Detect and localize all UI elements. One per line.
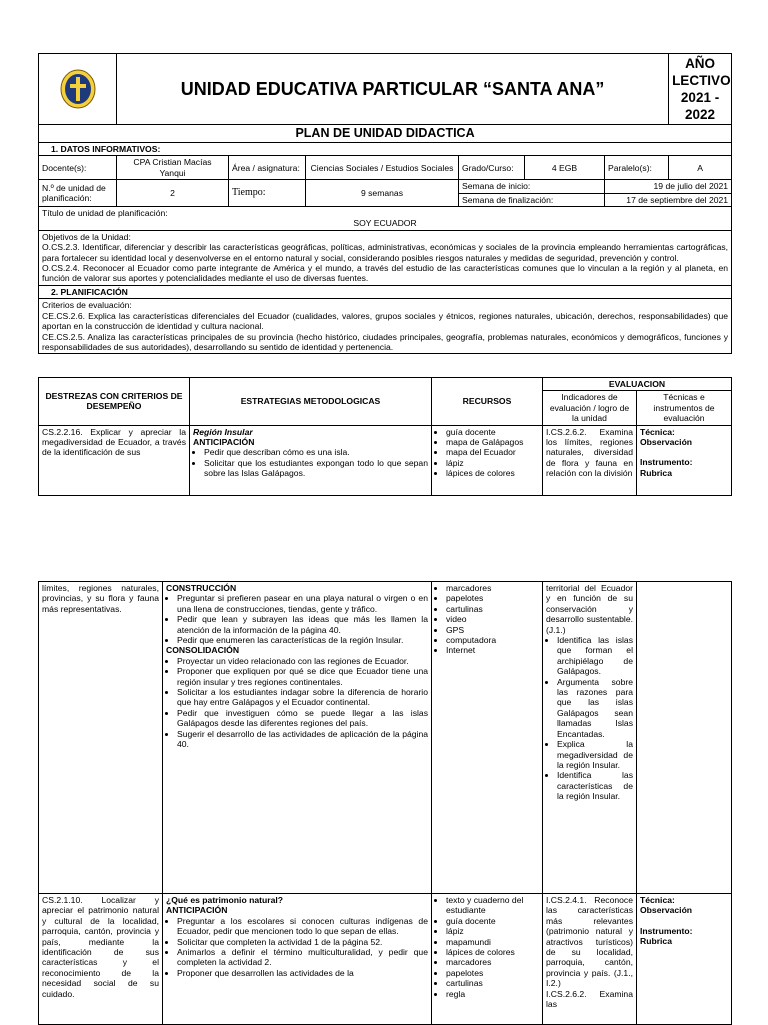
row2-indicador bbox=[543, 582, 637, 894]
strategy-item: • Sugerir el desarrollo de las actividades de aplicación de la página 40. bbox=[177, 729, 428, 750]
planning-table-page1 bbox=[38, 377, 732, 496]
grado-value: 4 EGB bbox=[525, 156, 605, 180]
row3-instrumento: Rubrica bbox=[640, 936, 672, 947]
strategy-item: • Animarlos a definir el término multiculturalidad, y pedir que completen la actividad 2. bbox=[177, 947, 428, 968]
resource-item: • papelotes bbox=[446, 593, 539, 603]
row2-phase2: CONSOLIDACIÓN bbox=[166, 645, 240, 656]
resource-item: • papelotes bbox=[446, 968, 539, 978]
row1-phase: ANTICIPACIÓN bbox=[193, 437, 255, 448]
row1-items-list bbox=[193, 447, 428, 478]
strategy-item: • Proponer que desarrollen las actividades de la bbox=[177, 968, 428, 978]
row1-recursos bbox=[432, 425, 543, 495]
row1-indicador: I.CS.2.6.2. Examina los límites, regiones naturales, diversidad de flora y fauna en relación con la división bbox=[543, 425, 637, 495]
row1-instrumento-label: Instrumento: bbox=[640, 457, 693, 468]
inicio-value: 19 de julio del 2021 bbox=[605, 180, 732, 193]
row3-indicador-text: I.CS.2.4.1. Reconoce las características más relevantes (patrimonio natural y atractivos turísticos) de su localidad, parroquia, cantón, provincia y país. (J.1., I.2.) bbox=[546, 895, 633, 989]
titulo-label: Título de unidad de planificación: bbox=[42, 208, 168, 219]
row1-instrumento: Rubrica bbox=[640, 467, 672, 478]
resource-item: • mapa del Ecuador bbox=[446, 447, 539, 457]
resource-item: • mapamundi bbox=[446, 937, 539, 947]
strategy-item: • Pedir que enumeren las características de la región Insular. bbox=[177, 635, 428, 645]
year-value: 2021 - 2022 bbox=[680, 90, 720, 122]
col-estrategias: ESTRATEGIAS METODOLOGICAS bbox=[190, 378, 432, 426]
titulo-cell bbox=[39, 207, 732, 231]
resource-item: • cartulinas bbox=[446, 978, 539, 988]
criterio-1: CE.CS.2.6. Explica las características diferenciales del Ecuador (cualidades, valores, grupos sociales y étnicos, regiones naturales, ubicación, derechos, responsabilidades) que aportan en la construcción de identidad y cultura nacional. bbox=[42, 310, 729, 332]
resource-item: • lápiz bbox=[446, 458, 539, 468]
row3-phase: ANTICIPACIÓN bbox=[166, 905, 228, 916]
resource-item: • guía docente bbox=[446, 916, 539, 926]
inicio-label: Semana de inicio: bbox=[459, 180, 605, 193]
strategy-item: • Solicitar a los estudiantes indagar sobre la diferencia de horario que hay entre Galápagos y el Ecuador continental. bbox=[177, 687, 428, 708]
strategy-item: • Solicitar que completen la actividad 1 de la página 52. bbox=[177, 937, 428, 947]
indicator-item: • Identifica las características de la región Insular. bbox=[557, 770, 633, 801]
row3-estrategias bbox=[163, 894, 432, 1025]
section-1-heading: 1. DATOS INFORMATIVOS: bbox=[39, 143, 732, 156]
resource-item: • marcadores bbox=[446, 583, 539, 593]
row2-indicador-list bbox=[546, 635, 633, 802]
row2-recursos-list bbox=[435, 583, 539, 656]
resource-item: • GPS bbox=[446, 625, 539, 635]
row3-instrumento-label: Instrumento: bbox=[640, 925, 693, 936]
row1-heading: Región Insular bbox=[193, 426, 253, 437]
row2-items1-list bbox=[166, 593, 428, 645]
strategy-item: • Preguntar si prefieren pasear en una playa natural o virgen o en una llena de construcciones, tiendas, gente y tráfico. bbox=[177, 593, 428, 614]
paralelo-value: A bbox=[669, 156, 732, 180]
col-recursos: RECURSOS bbox=[432, 378, 543, 426]
objetivos-label: Objetivos de la Unidad: bbox=[42, 231, 131, 242]
resource-item: • Internet bbox=[446, 645, 539, 655]
strategy-item: • Pedir que describan cómo es una isla. bbox=[204, 447, 428, 457]
resource-item: • cartulinas bbox=[446, 604, 539, 614]
school-crest-icon bbox=[59, 68, 97, 110]
resource-item: • texto y cuaderno del estudiante bbox=[446, 895, 539, 916]
row1-tecnica-label: Técnica: bbox=[640, 426, 675, 437]
criterios-label: Criterios de evaluación: bbox=[42, 300, 132, 311]
criterios-cell bbox=[39, 299, 732, 354]
resource-item: • lápices de colores bbox=[446, 468, 539, 478]
area-label: Área / asignatura: bbox=[229, 156, 306, 180]
objetivo-2: O.CS.2.4. Reconocer al Ecuador como parte integrante de América y el mundo, a través del estudio de las características comunes que lo vinculan a la región y al planeta, en función de valorar sus aportes y potencialidades mediante el uso de diversas fuentes. bbox=[42, 263, 729, 284]
unidad-label: N.º de unidad de planificación: bbox=[39, 180, 117, 207]
school-year bbox=[669, 54, 732, 125]
strategy-item: • Solicitar que los estudiantes expongan todo lo que sepan sobre las Islas Galápagos. bbox=[204, 458, 428, 479]
row1-destreza: CS.2.2.16. Explicar y apreciar la megadiversidad de Ecuador, a través de la identificación de sus bbox=[39, 425, 190, 495]
plan-table-page1 bbox=[38, 53, 732, 354]
docente-value: CPA Cristian Macías Yanqui bbox=[117, 156, 229, 180]
row3-heading: ¿Qué es patrimonio natural? bbox=[166, 895, 283, 905]
resource-item: • lápiz bbox=[446, 926, 539, 936]
indicator-item: • Argumenta sobre las razones para que las islas Galápagos sean llamadas Islas Encantadas. bbox=[557, 677, 633, 739]
row3-tecnica: Observación bbox=[640, 905, 693, 916]
unidad-value: 2 bbox=[117, 180, 229, 207]
col-evaluacion: EVALUACION bbox=[543, 378, 732, 391]
criterio-2: CE.CS.2.5. Analiza las características principales de su provincia (hecho histórico, ciudades principales, geografía, problemas naturales, económicos y demográficos, funciones y responsabilidades de sus autoridades), desarrollando su sentido de identidad y pertenencia. bbox=[42, 331, 729, 352]
strategy-item: • Pedir que lean y subrayen las ideas que más les llamen la atención de la información de la página 40. bbox=[177, 614, 428, 635]
row2-items2-list bbox=[166, 656, 428, 750]
plan-title: PLAN DE UNIDAD DIDACTICA bbox=[39, 125, 732, 143]
resource-item: • regla bbox=[446, 989, 539, 999]
row2-recursos bbox=[432, 582, 543, 894]
planning-table-page2 bbox=[38, 581, 732, 1025]
row2-tecnicas bbox=[637, 582, 732, 894]
row2-indicador-cont: territorial del Ecuador y en función de su conservación y desarrollo sustentable. (J.1.) bbox=[546, 583, 633, 635]
fin-value: 17 de septiembre del 2021 bbox=[605, 193, 732, 206]
row1-tecnica: Observación bbox=[640, 437, 693, 448]
row3-recursos bbox=[432, 894, 543, 1025]
row3-tecnicas bbox=[637, 894, 732, 1025]
row2-phase1: CONSTRUCCIÓN bbox=[166, 583, 237, 593]
indicator-item: • Explica la megadiversidad de la región Insular. bbox=[557, 739, 633, 770]
row3-indicador bbox=[543, 894, 637, 1025]
docente-label: Docente(s): bbox=[39, 156, 117, 180]
titulo-value: SOY ECUADOR bbox=[353, 218, 417, 229]
year-label: AÑO LECTIVO bbox=[672, 56, 731, 88]
resource-item: • mapa de Galápagos bbox=[446, 437, 539, 447]
resource-item: • video bbox=[446, 614, 539, 624]
row1-tecnicas bbox=[637, 425, 732, 495]
section-2-heading: 2. PLANIFICACIÓN bbox=[39, 285, 732, 298]
resource-item: • lápices de colores bbox=[446, 947, 539, 957]
indicator-item: • Identifica las islas que forman el archipiélago de Galápagos. bbox=[557, 635, 633, 677]
area-value: Ciencias Sociales / Estudios Sociales bbox=[306, 156, 459, 180]
resource-item: • marcadores bbox=[446, 957, 539, 967]
logo-cell bbox=[39, 54, 117, 125]
row2-estrategias bbox=[163, 582, 432, 894]
strategy-item: • Preguntar a los escolares si conocen culturas indígenas de Ecuador, pedir que mencionen todo lo que sepan de ellas. bbox=[177, 916, 428, 937]
paralelo-label: Paralelo(s): bbox=[605, 156, 669, 180]
strategy-item: • Proponer que expliquen por qué se dice que Ecuador tiene una región insular y tres regiones continentales. bbox=[177, 666, 428, 687]
strategy-item: • Proyectar un video relacionado con las regiones de Ecuador. bbox=[177, 656, 428, 666]
row3-indicador-2: I.CS.2.6.2. Examina las bbox=[546, 988, 633, 1010]
tiempo-label: Tiempo: bbox=[229, 180, 306, 207]
resource-item: • computadora bbox=[446, 635, 539, 645]
tiempo-value: 9 semanas bbox=[306, 180, 459, 207]
objetivos-cell bbox=[39, 230, 732, 285]
row1-recursos-list bbox=[435, 427, 539, 479]
school-name: UNIDAD EDUCATIVA PARTICULAR “SANTA ANA” bbox=[117, 54, 669, 125]
resource-item: • guía docente bbox=[446, 427, 539, 437]
row3-recursos-list bbox=[435, 895, 539, 999]
row1-estrategias bbox=[190, 425, 432, 495]
col-tecnicas: Técnicas e instrumentos de evaluación bbox=[637, 391, 732, 425]
row3-items-list bbox=[166, 916, 428, 978]
row2-destreza: límites, regiones naturales, provincias, y su flora y fauna más representativas. bbox=[39, 582, 163, 894]
strategy-item: • Pedir que investiguen cómo se puede llegar a las islas Galápagos desde las diferentes regiones del país. bbox=[177, 708, 428, 729]
row3-tecnica-label: Técnica: bbox=[640, 895, 675, 905]
fin-label: Semana de finalización: bbox=[459, 193, 605, 206]
objetivo-1: O.CS.2.3. Identificar, diferenciar y describir las características geográficas, políticas, administrativas, económicas y sociales de la provincia empleando herramientas cartográficas, para fortalecer su identidad local y desenvolverse en el entorno natural y social, considerando posibles riesgos naturales y medidas de seguridad, prevención y control. bbox=[42, 242, 729, 263]
col-indicadores: Indicadores de evaluación / logro de la unidad bbox=[543, 391, 637, 425]
col-destrezas: DESTREZAS CON CRITERIOS DE DESEMPEÑO bbox=[39, 378, 190, 426]
row3-destreza: CS.2.1.10. Localizar y apreciar el patrimonio natural y cultural de la localidad, parroquia, cantón, provincia y país, mediante la identificación de sus características y el reconocimiento de la necesidad social de su cuidado. bbox=[39, 894, 163, 1025]
grado-label: Grado/Curso: bbox=[459, 156, 525, 180]
